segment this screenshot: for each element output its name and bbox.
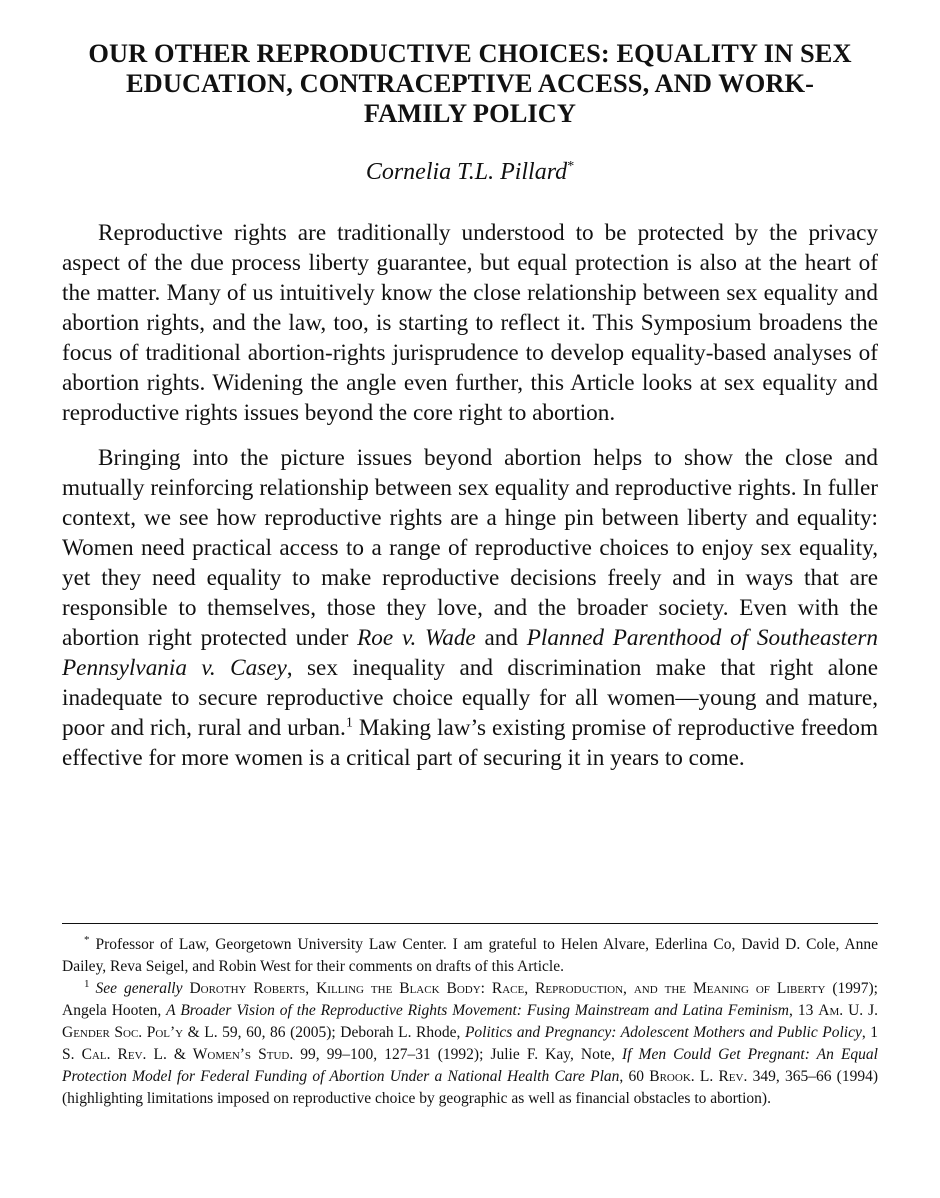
journal-name: S. Cal. Rev. L. & Women’s Stud. (62, 1046, 294, 1063)
paragraph-2 (62, 443, 878, 773)
paragraph-2-text: and (475, 625, 527, 651)
footnote-mark: * (84, 933, 90, 946)
footnote-mark: 1 (84, 977, 90, 990)
paragraph-2-text: Making law’s existing promise of reproductive freedom effective for more women is a critical part of securing it in years to come. (62, 715, 878, 771)
article-title (62, 38, 878, 128)
footnote-1 (62, 978, 878, 1110)
title-line: FAMILY POLICY (363, 98, 577, 128)
title-line: EDUCATION, CONTRACEPTIVE ACCESS, AND WORK- (125, 68, 814, 98)
footnotes-section (62, 934, 878, 1110)
paragraph-2-text: , sex inequality and discrimination make that right alone inadequate to secure reproductive choice equally for all women—young and mature, poor and rich, rural and urban. (62, 655, 879, 741)
footnote-reference: 1 (345, 715, 353, 731)
paragraph-1: Reproductive rights are traditionally understood to be protected by the privacy aspect of the due process liberty guarantee, but equal protection is also at the heart of the matter. Many of us intuitively know the close relationship between sex equality and abortion rights, and the law, too, is starting to reflect it. This Symposium broadens the focus of traditional abortion-rights jurisprudence to develop equality-based analyses of abortion rights. Widening the angle even further, this Article looks at sex equality and reproductive rights issues beyond the core right to abortion. (62, 220, 878, 426)
signal-phrase: See generally (95, 980, 183, 997)
article-title-citation: Politics and Pregnancy: Adolescent Mothers and Public Policy (464, 1024, 862, 1041)
footnote-text: , 13 (788, 1002, 819, 1019)
footnote-text: (1997); Angela Hooten, (62, 980, 878, 1019)
article-title-citation: If Men Could Get Pregnant: An Equal Protection Model for Federal Funding of Abortion Under a National Health Care Plan (62, 1046, 878, 1085)
document-page (62, 38, 878, 788)
footnote-text: , 60 (619, 1068, 650, 1085)
footnote-text: 349, 365–66 (1994) (highlighting limitations imposed on reproductive choice by geographic as well as financial obstacles to abortion). (62, 1068, 879, 1107)
footnote-star (62, 934, 878, 978)
paragraph-2-text: Bringing into the picture issues beyond abortion helps to show the close and mutually reinforcing relationship between sex equality and reproductive rights. In fuller context, we see how reproductive rights are a hinge pin between liberty and equality: Women need practical access to a range of reproductive choices to enjoy sex equality, yet they need equality to make reproductive decisions freely and in ways that are responsible to themselves, those they love, and the broader society. Even with the abortion right protected under (62, 445, 878, 651)
title-line: OUR OTHER REPRODUCTIVE CHOICES: EQUALITY IN SEX (88, 38, 852, 68)
book-title: Dorothy Roberts, Killing the Black Body: Race, Reproduction, and the Meaning of Liberty (189, 980, 826, 997)
footnote-text: Professor of Law, Georgetown University Law Center. I am grateful to Helen Alvare, Ederlina Co, David D. Cole, Anne Dailey, Reva Seigel, and Robin West for their comments on drafts of this Article. (62, 936, 878, 975)
case-citation: Roe v. Wade (357, 625, 476, 651)
footnote-text: 59, 60, 86 (2005); Deborah L. Rhode, (217, 1024, 465, 1041)
footnote-text: 99, 99–100, 127–31 (1992); Julie F. Kay, Note, (293, 1046, 622, 1063)
journal-name: Brook. L. Rev. (649, 1068, 748, 1085)
author-footnote-mark: * (567, 159, 575, 174)
author-byline (62, 158, 878, 186)
article-body (62, 218, 878, 773)
footnote-divider (62, 923, 878, 924)
footnote-text: , 1 (861, 1024, 879, 1041)
author-name: Cornelia T.L. Pillard (365, 159, 568, 185)
journal-name: Am. U. J. Gender Soc. Pol’y & L. (62, 1002, 878, 1041)
case-citation: Planned Parenthood of Southeastern Pennsylvania v. Casey (62, 625, 879, 681)
article-title-citation: A Broader Vision of the Reproductive Rights Movement: Fusing Mainstream and Latina Feminism (166, 1002, 789, 1019)
